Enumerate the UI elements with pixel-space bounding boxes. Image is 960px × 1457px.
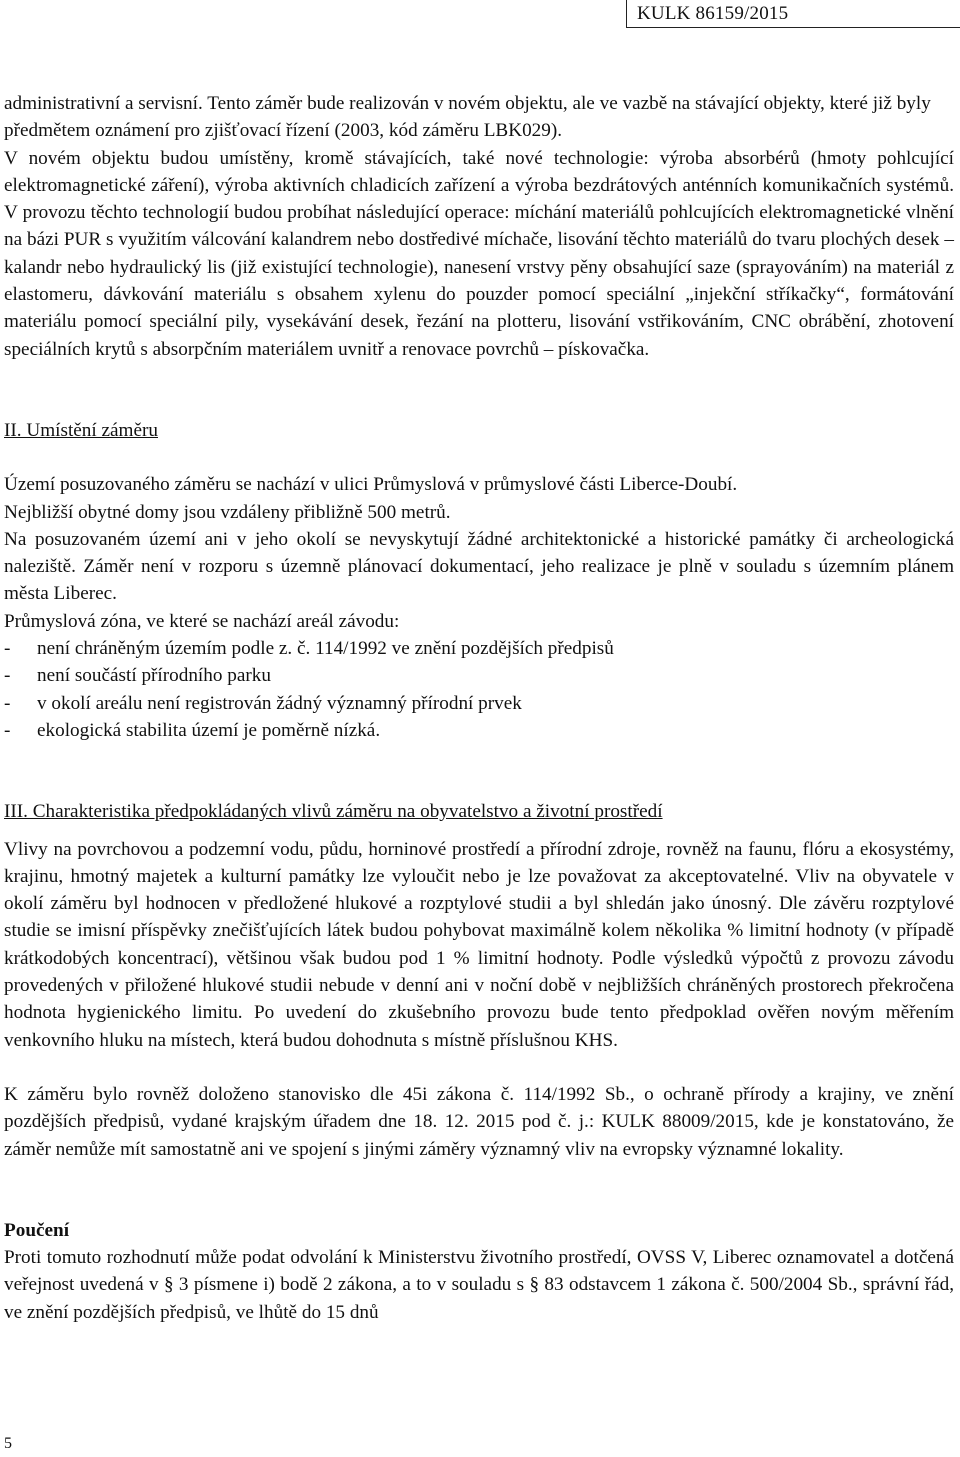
reference-number-box <box>626 0 960 28</box>
spacer <box>4 826 954 836</box>
section-2-paragraph-2: Nejbližší obytné domy jsou vzdáleny přibližně 500 metrů. <box>4 501 451 523</box>
spacer <box>4 1054 954 1081</box>
list-item-text: ekologická stabilita území je poměrně nízká. <box>37 719 381 741</box>
protection-status-list <box>4 635 954 744</box>
list-item-text: není součástí přírodního parku <box>37 665 271 687</box>
list-item <box>4 662 954 689</box>
list-item <box>4 690 954 717</box>
section-3-heading: III. Charakteristika předpokládaných vlivů záměru na obyvatelstvo a životní prostředí <box>4 801 663 823</box>
section-2-paragraph-1: Území posuzovaného záměru se nachází v ulici Průmyslová v průmyslové části Liberce-Doubí. <box>4 474 738 496</box>
bullet-marker: - <box>4 665 11 687</box>
bullet-marker: - <box>4 638 11 660</box>
reference-number: KULK 86159/2015 <box>637 3 789 24</box>
instruction-heading: Poučení <box>4 1219 70 1241</box>
section-3-paragraph-1: Vlivy na povrchovou a podzemní vodu, půdu, horninové prostředí a přírodní zdroje, rovněž na faunu, flóru a ekosystémy, krajinu, hmotný majetek a kulturní památky lze vyloučit nebo je lze považovat za akceptovatelné. Vliv na obyvatele v okolí záměru byl hodnocen v předložené hlukové a rozptylové studii a byl shledán jako únosný. Dle závěru rozptylové studie se imisní příspěvky znečišťujících látek budou pohybovat maximálně kolem několika % limitní hodnoty (v případě krátkodobých koncentrací), většinou však budou pod 1 % limitní hodnoty. Podle výsledků výpočtů z provozu závodu provedených v přiložené hlukové studii nebude v denní ani v noční době v nejbližších chráněných prostorech překročena hodnota hygienického limitu. Po uvedení do zkušebního provozu bude tento předpoklad ověřen novým měřením venkovního hluku na místech, která budou dohodnuta s místně příslušnou KHS. <box>4 838 954 1051</box>
document-body <box>4 90 954 1326</box>
spacer <box>4 1163 954 1217</box>
list-item-text: v okolí areálu není registrován žádný významný přírodní prvek <box>37 692 522 714</box>
page-number: 5 <box>4 1435 12 1452</box>
intro-paragraph-1: administrativní a servisní. Tento záměr bude realizován v novém objektu, ale ve vazbě na stávající objekty, které již byly předmětem oznámení pro zjišťovací řízení (2003, kód záměru LBK029). <box>4 93 931 142</box>
instruction-paragraph: Proti tomuto rozhodnutí může podat odvolání k Ministerstvu životního prostředí, OVSS V, Liberec oznamovatel a dotčená veřejnost uvedená v § 3 písmene i) bodě 2 zákona, a to v souladu s § 83 odstavcem 1 zákona č. 500/2004 Sb., správní řád, ve znění pozdějších předpisů, ve lhůtě do 15 dnů <box>4 1247 954 1323</box>
list-item-text: není chráněným územím podle z. č. 114/1992 ve znění pozdějších předpisů <box>37 638 614 660</box>
section-2-paragraph-3: Na posuzovaném území ani v jeho okolí se nevyskytují žádné architektonické a historické památky či archeologická naleziště. Záměr není v rozporu s územně plánovací dokumentací, jeho realizace je plně v souladu s územním plánem města Liberec. <box>4 528 954 605</box>
spacer <box>4 744 954 798</box>
section-3-paragraph-2: K záměru bylo rovněž doloženo stanovisko dle 45i zákona č. 114/1992 Sb., o ochraně přírody a krajiny, ve znění pozdějších předpisů, vydané krajským úřadem dne 18. 12. 2015 pod č. j.: KULK 88009/2015, kde je konstatováno, že záměr nemůže mít samostatně ani ve spojení s jinými záměry významný vliv na evropsky významné lokality. <box>4 1083 954 1160</box>
list-item <box>4 635 954 662</box>
intro-paragraph-2: V novém objektu budou umístěny, kromě stávajících, také nové technologie: výroba absorbérů (hmoty pohlcující elektromagnetické záření), výroba aktivních chladicích zařízení a výroba bezdrátových anténních komunikačních systémů. V provozu těchto technologií budou probíhat následující operace: míchání materiálů pohlcujících elektromagnetické vlnění na bázi PUR s využitím válcování kalandrem nebo dostředivé míchače, lisování těchto materiálů do tvaru plochých desek – kalandr nebo hydraulický lis (již existující technologie), nanesení vrstvy pěny obsahující saze (sprayováním) na materiál z elastomeru, dávkování materiálu s obsahem xylenu do pouzder pomocí speciální „injekční stříkačky“, formátování materiálu pomocí speciální pily, vysekávání desek, řezání na plotteru, lisování vstřikováním, CNC obrábění, zhotovení speciálních krytů s absorpčním materiálem uvnitř a renovace povrchů – pískovačka. <box>4 147 954 360</box>
section-2-heading: II. Umístění záměru <box>4 419 158 441</box>
spacer <box>4 444 954 471</box>
bullet-marker: - <box>4 692 11 714</box>
spacer <box>4 363 954 417</box>
list-item <box>4 717 954 744</box>
section-2-paragraph-4: Průmyslová zóna, ve které se nachází areál závodu: <box>4 610 400 632</box>
bullet-marker: - <box>4 719 11 741</box>
